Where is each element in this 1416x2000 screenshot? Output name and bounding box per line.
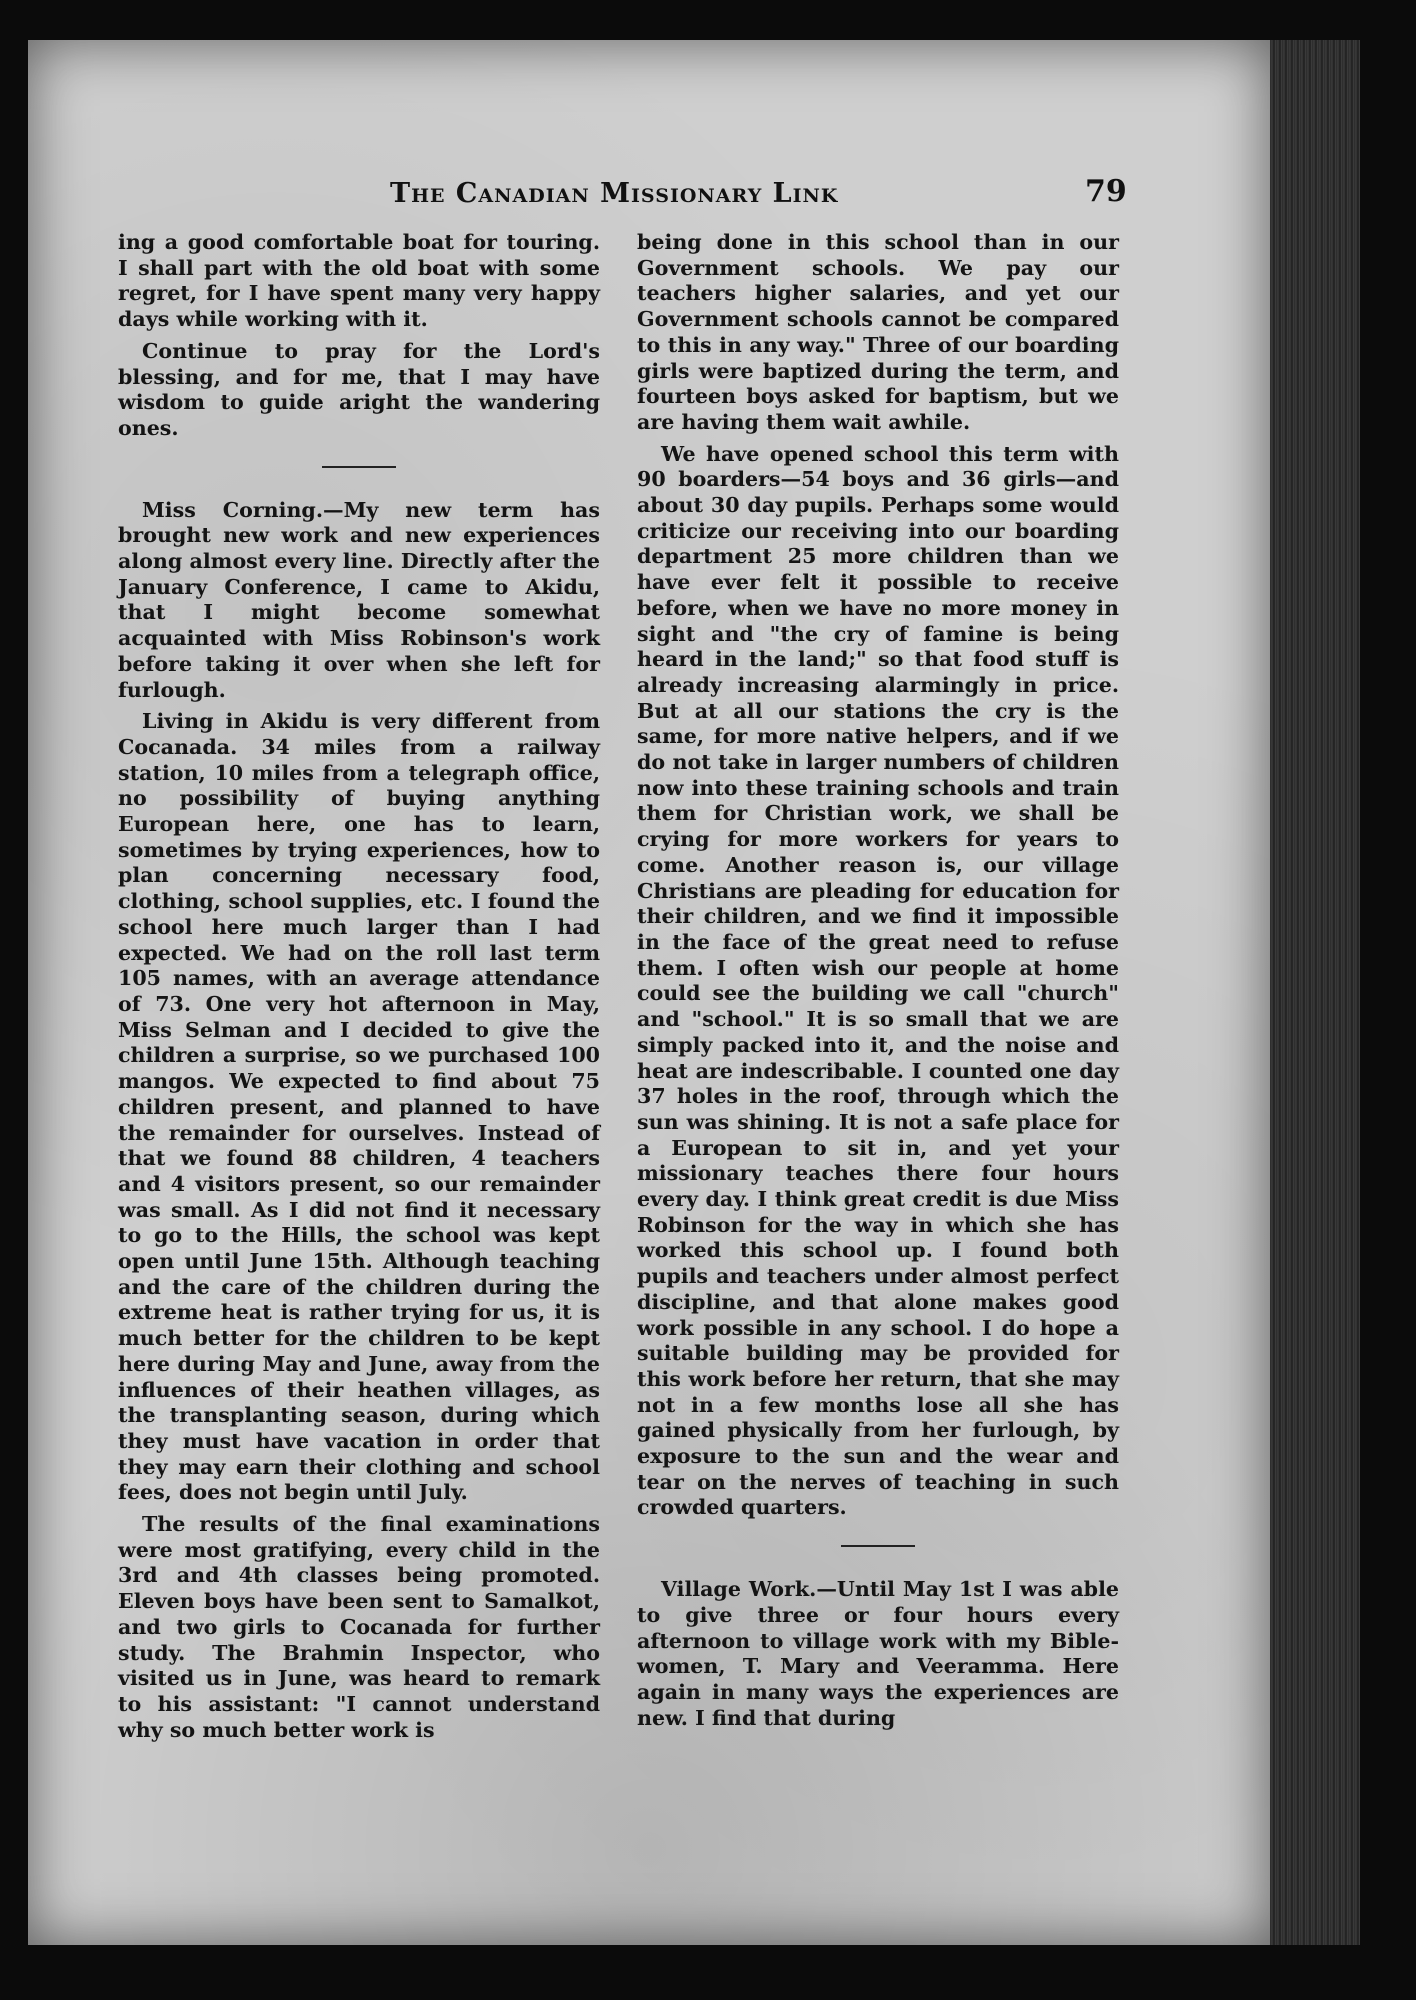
section-divider: [322, 466, 396, 468]
section-divider: [841, 1545, 915, 1547]
paragraph: Continue to pray for the Lord's blessing, and for me, that I may have wisdom to guide aright the wandering ones.: [118, 338, 600, 440]
section-lead-village-work: Village Work.: [661, 1577, 817, 1602]
running-header: [360, 174, 1127, 214]
paragraph: Village Work.—Until May 1st I was able to give three or four hours every afternoon to village work with my Bible-women, T. Mary and Veeramma. Here again in many ways the experiences are new. I find that during: [637, 1577, 1120, 1730]
left-column: [118, 230, 600, 1743]
paragraph: The results of the final examinations were most gratifying, every child in the 3rd and 4th classes being promoted. Eleven boys have been sent to Samalkot, and two girls to Cocanada for further study. The Brahmin Inspector, who visited us in June, was heard to remark to his assistant: "I cannot understand why so much better work is: [118, 1512, 600, 1742]
paragraph: being done in this school than in our Government schools. We pay our teachers higher salaries, and yet our Government schools cannot be compared to this in any way." Three of our boarding girls were baptized during the term, and fourteen boys asked for baptism, but we are having them wait awhile.: [637, 230, 1119, 434]
paragraph: ing a good comfortable boat for touring. I shall part with the old boat with some regret, for I have spent many very happy days while working with it.: [118, 230, 600, 332]
right-column: [637, 230, 1119, 1731]
section-lead-miss-corning: Miss Corning.: [142, 497, 324, 522]
journal-title: The Canadian Missionary Link: [390, 178, 839, 209]
page-number: 79: [1085, 174, 1127, 209]
paragraph: Living in Akidu is very different from Cocanada. 34 miles from a railway station, 10 miles from a telegraph office, no possibility of buying anything European here, one has to learn, sometimes by trying experiences, how to plan concerning necessary food, clothing, school supplies, etc. I found the school here much larger than I had expected. We had on the roll last term 105 names, with an average attendance of 73. One very hot afternoon in May, Miss Selman and I decided to give the children a surprise, so we purchased 100 mangos. We expected to find about 75 children present, and planned to have the remainder for ourselves. Instead of that we found 88 children, 4 teachers and 4 visitors present, so our remainder was small. As I did not find it necessary to go to the Hills, the school was kept open until June 15th. Although teaching and the care of the children during the extreme heat is rather trying for us, it is much better for the children to be kept here during May and June, away from the influences of their heathen villages, as the transplanting season, during which they must have vacation in order that they may earn their clothing and school fees, does not begin until July.: [118, 709, 600, 1505]
paragraph: We have opened school this term with 90 boarders—54 boys and 36 girls—and about 30 day pupils. Perhaps some would criticize our receiving into our boarding department 25 more children than we have ever felt it possible to receive before, when we have no more money in sight and "the cry of famine is being heard in the land;" so that food stuff is already increasing alarmingly in price. But at all our stations the cry is the same, for more native helpers, and if we do not take in larger numbers of children now into these training schools and train them for Christian work, we shall be crying for more workers for years to come. Another reason is, our village Christians are pleading for education for their children, and we find it impossible in the face of the great need to refuse them. I often wish our people at home could see the building we call "church" and "school." It is so small that we are simply packed into it, and the noise and heat are indescribable. I counted one day 37 holes in the roof, through which the sun was shining. It is not a safe place for a European to sit in, and yet your missionary teaches there four hours every day. I think great credit is due Miss Robinson for the way in which she has worked this school up. I found both pupils and teachers under almost perfect discipline, and that alone makes good work possible in any school. I do hope a suitable building may be provided for this work before her return, that she may not in a few months lose all she has gained physically from her furlough, by exposure to the sun and the wear and tear on the nerves of teaching in such crowded quarters.: [637, 441, 1119, 1520]
paragraph: Miss Corning.—My new term has brought new work and new experiences along almost every line. Directly after the January Conference, I came to Akidu, that I might become somewhat acquainted with Miss Robinson's work before taking it over when she left for furlough.: [118, 497, 600, 702]
book-page-edges: [1270, 40, 1360, 1945]
